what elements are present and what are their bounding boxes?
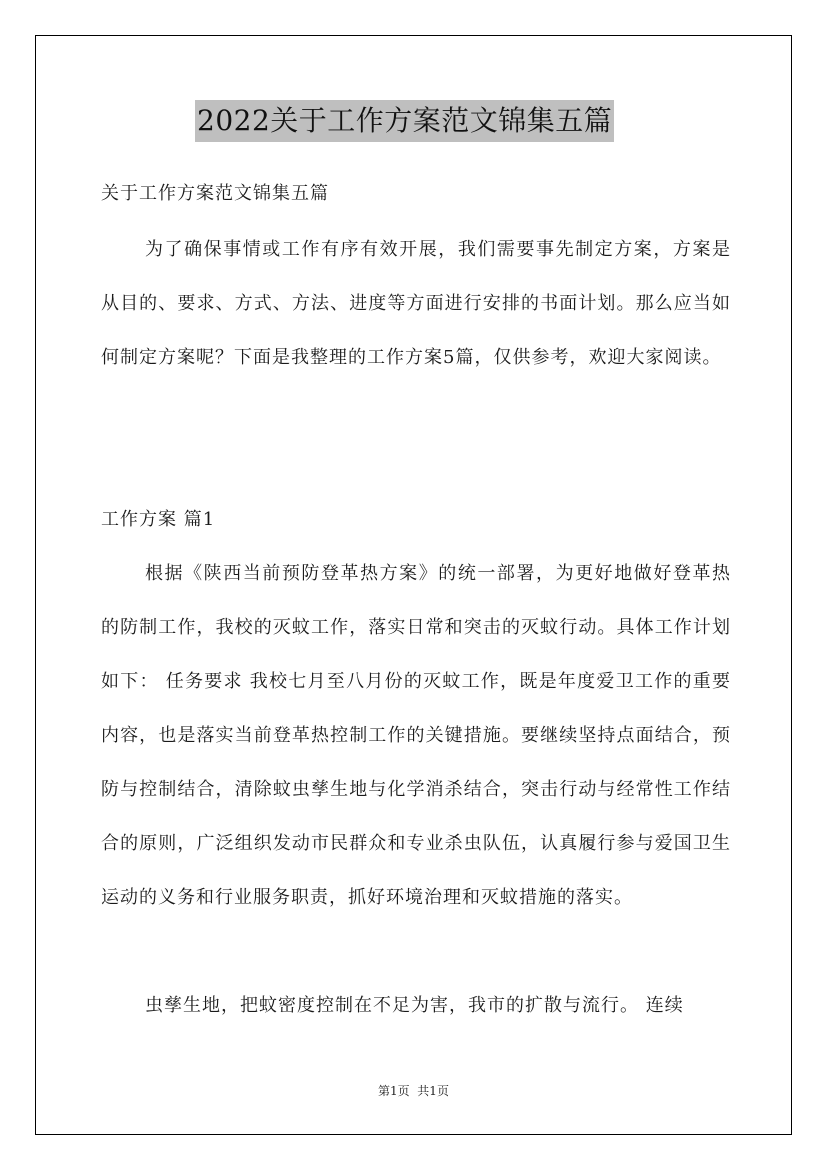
section-paragraph-continued: 虫孳生地，把蚊密度控制在不足为害，我市的扩散与流行。 连续: [145, 995, 684, 1016]
section-heading: 工作方案 篇1: [101, 509, 216, 530]
section-paragraph: 根据《陕西当前预防登革热方案》的统一部署，为更好地做好登革热的防制工作，我校的灭蚊工作，落实日常和突击的灭蚊行动。具体工作计划如下： 任务要求 我校七月至八月份的灭蚊工作，既是年度爱卫工作的重要内容，也是落实当前登革热控制工作的关键措施。要继续坚持点面结合，预防与控制结合，清除蚊虫孳生地与化学消杀结合，突击行动与经常性工作结合的原则，广泛组织发动市民群众和专业杀虫队伍，认真履行参与爱国卫生运动的义务和行业服务职责，抓好环境治理和灭蚊措施的落实。: [101, 563, 731, 908]
page-number-footer: 第1页 共1页: [378, 1084, 449, 1098]
intro-paragraph: 为了确保事情或工作有序有效开展，我们需要事先制定方案，方案是从目的、要求、方式、方法、进度等方面进行安排的书面计划。那么应当如何制定方案呢？下面是我整理的工作方案5篇，仅供参考，欢迎大家阅读。: [101, 239, 731, 368]
document-subtitle: 关于工作方案范文锦集五篇: [101, 183, 329, 204]
document-title: 2022关于工作方案范文锦集五篇: [195, 100, 614, 142]
